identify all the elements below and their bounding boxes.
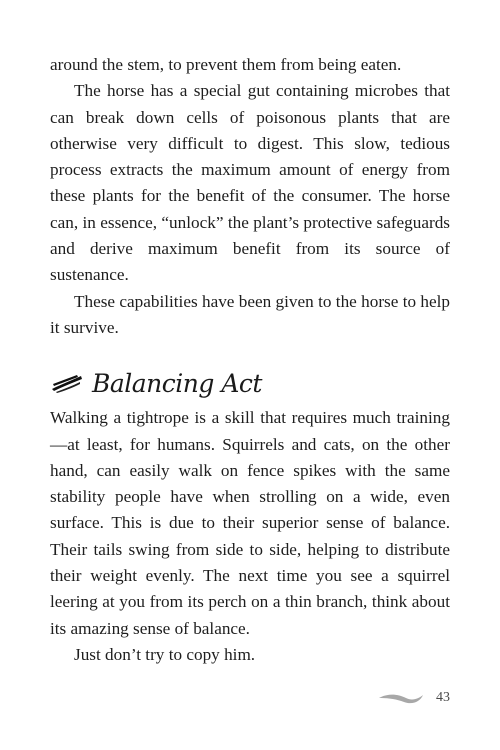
body-paragraph: The horse has a special gut containing microbes that can break down cells of poisonous plants that are otherwise very difficult to digest. This slow, tedious process extracts the maximum amount of energy from these plants for the benefit of the consumer. The horse can, in essence, “unlock” the plant’s protective safeguards and derive maximum benefit from its source of sustenance. [50,81,450,285]
body-paragraph: Just don’t try to copy him. [74,644,256,664]
body-paragraph: around the stem, to prevent them from being eaten. [50,55,402,74]
page-body [50,52,450,668]
brush-stroke-icon [50,372,84,394]
body-paragraph: These capabilities have been given to the horse to help it survive. [50,291,450,337]
page-footer [378,690,450,706]
section-title: Balancing Act [92,368,262,398]
body-paragraph: Walking a tightrope is a skill that requires much training—at least, for humans. Squirrels and cats, on the other hand, can easily walk on fence spikes with the same stability people have when strolling on a wide, even surface. This is due to their superior sense of balance. Their tails swing from side to side, helping to distribute their weight evenly. The next time you see a squirrel leering at you from its perch on a thin branch, think about its amazing sense of balance. [50,408,450,638]
swoosh-ornament-icon [378,690,424,706]
page-number: 43 [436,690,450,705]
section-heading [50,363,450,403]
